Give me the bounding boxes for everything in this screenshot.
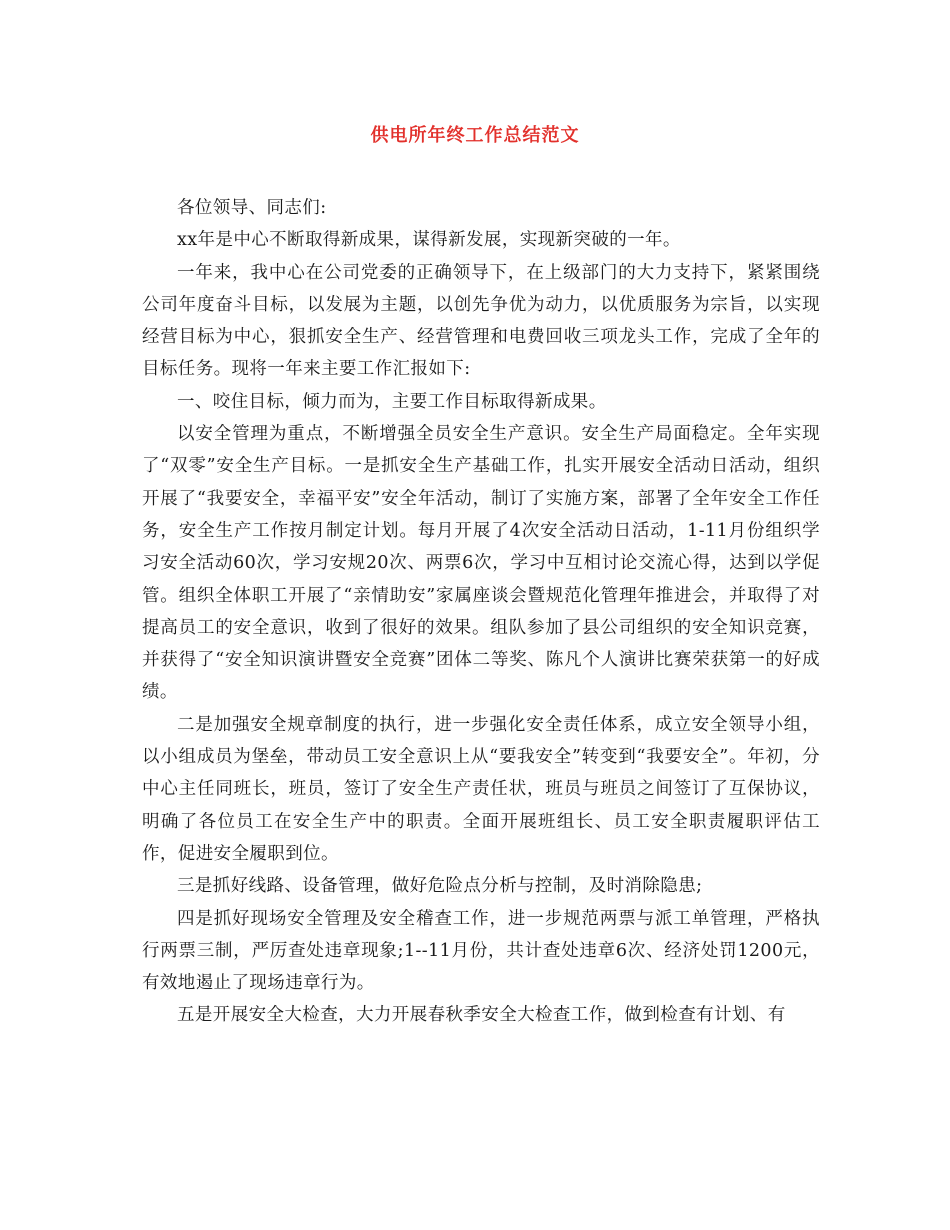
paragraph: xx年是中心不断取得新成果，谋得新发展，实现新突破的一年。 bbox=[177, 230, 681, 251]
paragraph-greeting: 各位领导、同志们: bbox=[177, 198, 327, 218]
document-body bbox=[142, 192, 820, 1032]
paragraph: 三是抓好线路、设备管理，做好危险点分析与控制，及时消除隐患; bbox=[177, 876, 703, 897]
section-heading: 一、咬住目标，倾力而为，主要工作目标取得新成果。 bbox=[177, 391, 607, 412]
paragraph: 二是加强安全规章制度的执行，进一步强化安全责任体系，成立安全领导小组，以小组成员为堡垒，带动员工安全意识上从“要我安全”转变到“我要安全”。年初，分中心主任同班长，班员，签订了安全生产责任状，班员与班员之间签订了互保协议，明确了各位员工在安全生产中的职责。全面开展班组长、员工安全职责履职评估工作，促进安全履职到位。 bbox=[142, 714, 820, 864]
document-title: 供电所年终工作总结范文 bbox=[370, 125, 580, 146]
paragraph: 五是开展安全大检查，大力开展春秋季安全大检查工作，做到检查有计划、有 bbox=[177, 1005, 786, 1026]
paragraph: 以安全管理为重点，不断增强全员安全生产意识。安全生产局面稳定。全年实现了“双零”安全生产目标。一是抓安全生产基础工作，扎实开展安全活动日活动，组织开展了“我要安全，幸福平安”安全年活动，制订了实施方案，部署了全年安全工作任务，安全生产工作按月制定计划。每月开展了4次安全活动日活动，1-11月份组织学习安全活动60次，学习安规20次、两票6次，学习中互相讨论交流心得，达到以学促管。组织全体职工开展了“亲情助安”家属座谈会暨规范化管理年推进会，并取得了对提高员工的安全意识，收到了很好的效果。组队参加了县公司组织的安全知识竞赛，并获得了“安全知识演讲暨安全竞赛”团体二等奖、陈凡个人演讲比赛荣获第一的好成绩。 bbox=[142, 424, 820, 703]
paragraph: 一年来，我中心在公司党委的正确领导下，在上级部门的大力支持下，紧紧围绕公司年度奋斗目标，以发展为主题，以创先争优为动力，以优质服务为宗旨，以实现经营目标为中心，狠抓安全生产、经营管理和电费回收三项龙头工作，完成了全年的目标任务。现将一年来主要工作汇报如下: bbox=[142, 262, 820, 380]
paragraph: 四是抓好现场安全管理及安全稽查工作，进一步规范两票与派工单管理，严格执行两票三制，严厉查处违章现象;1--11月份，共计查处违章6次、经济处罚1200元，有效地遏止了现场违章行为。 bbox=[142, 908, 820, 994]
